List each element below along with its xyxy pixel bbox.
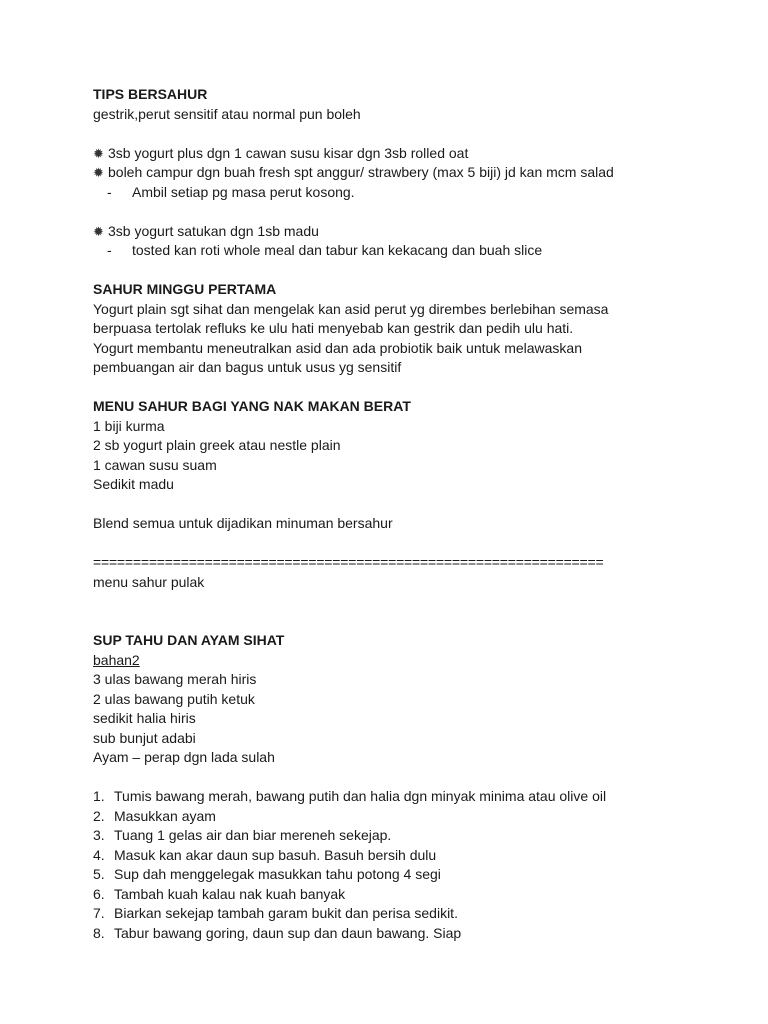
spacer: [93, 124, 713, 144]
tips-item-text: 3sb yogurt plus dgn 1 cawan susu kisar dgn 3sb rolled oat: [108, 144, 469, 161]
spacer: [93, 534, 713, 554]
sparkle-icon: ✹: [93, 165, 104, 180]
step-text: Tabur bawang goring, daun sup dan daun bawang. Siap: [114, 924, 462, 941]
step-item: [93, 885, 713, 905]
step-item: [93, 904, 713, 924]
sahur-minggu-line: Yogurt plain sgt sihat dan mengelak kan asid perut yg dirembes berlebihan semasa: [93, 300, 609, 317]
bahan-item: sedikit halia hiris: [93, 710, 196, 726]
spacer: [93, 592, 713, 612]
step-text: Tuang 1 gelas air dan biar mereneh sekejap.: [114, 827, 392, 843]
menu-berat-blend: Blend semua untuk dijadikan minuman bersahur: [93, 515, 393, 531]
step-number: 3.: [93, 827, 105, 843]
menu-berat-line: 2 sb yogurt plain greek atau nestle plain: [93, 437, 341, 453]
menu-berat-line: 1 cawan susu suam: [93, 456, 217, 473]
step-item: [93, 865, 713, 885]
tips-subtitle: gestrik,perut sensitif atau normal pun boleh: [93, 105, 361, 122]
sahur-minggu-line: pembuangan air dan bagus untuk usus yg sensitif: [93, 359, 402, 375]
tips-item-text: 3sb yogurt satukan dgn 1sb madu: [108, 222, 319, 239]
bahan-label: bahan2: [93, 651, 140, 668]
spacer: [93, 495, 713, 515]
sup-heading: SUP TAHU DAN AYAM SIHAT: [93, 632, 285, 648]
menu-berat-heading: MENU SAHUR BAGI YANG NAK MAKAN BERAT: [93, 398, 411, 414]
document-page: [93, 85, 713, 943]
step-number: 7.: [93, 905, 105, 921]
menu-pulak-text: menu sahur pulak: [93, 573, 205, 590]
bahan-item: 3 ulas bawang merah hiris: [93, 671, 257, 687]
separator-line: ================================================================: [93, 554, 604, 570]
step-number: 8.: [93, 924, 105, 941]
step-item: [93, 787, 713, 807]
step-text: Biarkan sekejap tambah garam bukit dan perisa sedikit.: [114, 905, 458, 921]
tips-note-2: [93, 241, 713, 261]
step-number: 4.: [93, 846, 105, 863]
step-text: Tambah kuah kalau nak kuah banyak: [114, 885, 346, 902]
bahan-item: Ayam – perap dgn lada sulah: [93, 749, 275, 765]
tips-item-3: [93, 222, 713, 242]
tips-note-1: [93, 183, 713, 203]
step-text: Tumis bawang merah, bawang putih dan halia dgn minyak minima atau olive oil: [114, 788, 607, 804]
sahur-minggu-line: Yogurt membantu meneutralkan asid dan ada probiotik baik untuk melawaskan: [93, 339, 583, 356]
tips-item-2: [93, 163, 713, 183]
step-item: [93, 807, 713, 827]
tips-note-text: tosted kan roti whole meal dan tabur kan kekacang dan buah slice: [132, 242, 543, 258]
bahan-item: 2 ulas bawang putih ketuk: [93, 690, 255, 707]
step-text: Masuk kan akar daun sup basuh. Basuh bersih dulu: [114, 846, 437, 863]
step-item: [93, 826, 713, 846]
menu-berat-line: Sedikit madu: [93, 476, 174, 492]
step-item: [93, 924, 713, 944]
spacer: [93, 768, 713, 788]
sahur-minggu-line: berpuasa tertolak refluks ke ulu hati menyebab kan gestrik dan pedih ulu hati.: [93, 320, 574, 336]
step-text: Sup dah menggelegak masukkan tahu potong 4 segi: [114, 866, 441, 882]
step-number: 2.: [93, 807, 105, 824]
spacer: [93, 261, 713, 281]
sparkle-icon: ✹: [93, 223, 104, 239]
sparkle-icon: ✹: [93, 145, 104, 161]
tips-note-text: Ambil setiap pg masa perut kosong.: [132, 183, 355, 200]
spacer: [93, 378, 713, 398]
dash-bullet: -: [107, 183, 112, 200]
step-item: [93, 846, 713, 866]
dash-bullet: -: [107, 242, 112, 258]
tips-item-text: boleh campur dgn buah fresh spt anggur/ strawbery (max 5 biji) jd kan mcm salad: [108, 164, 614, 180]
sahur-minggu-heading: SAHUR MINGGU PERTAMA: [93, 281, 277, 297]
spacer: [93, 202, 713, 222]
tips-item-1: [93, 144, 713, 164]
step-number: 1.: [93, 788, 105, 804]
tips-heading: TIPS BERSAHUR: [93, 86, 208, 102]
step-number: 6.: [93, 885, 105, 902]
step-number: 5.: [93, 866, 105, 882]
menu-berat-line: 1 biji kurma: [93, 417, 165, 434]
spacer: [93, 612, 713, 632]
step-text: Masukkan ayam: [114, 807, 216, 824]
bahan-item: sub bunjut adabi: [93, 729, 196, 746]
